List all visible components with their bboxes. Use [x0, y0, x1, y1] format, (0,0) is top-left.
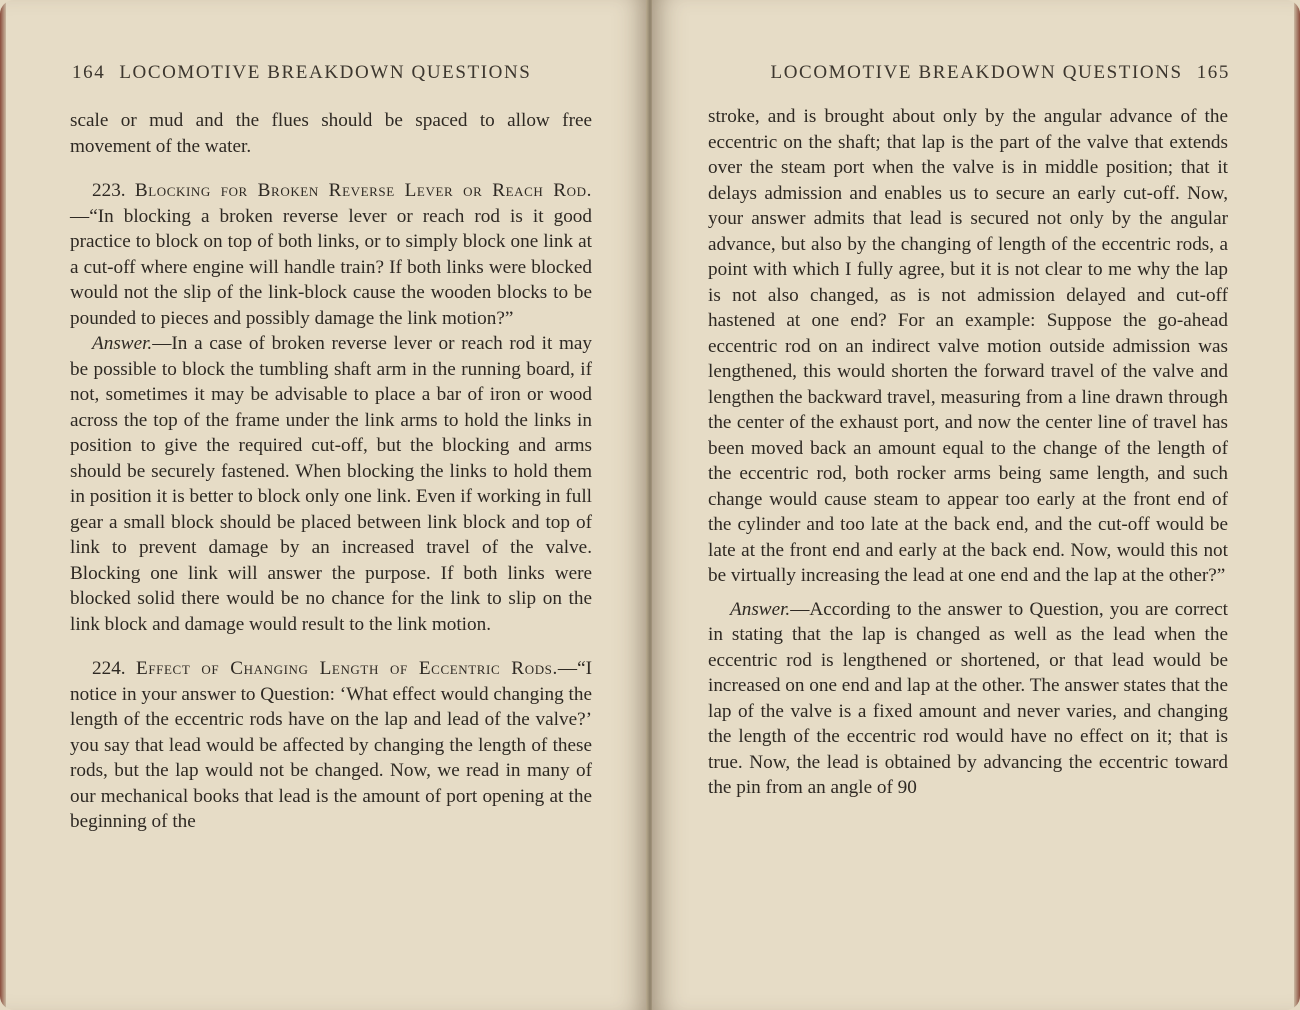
answer-224-paragraph: [708, 597, 1228, 801]
book-cover-edge-left: [0, 0, 6, 1010]
question-223-paragraph: [70, 178, 592, 331]
right-page-number: 165: [1196, 62, 1230, 83]
answer-223-label: Answer.: [92, 333, 153, 354]
question-224-text: —“I notice in your answer to Question: ‘What effect would changing the length of the eccentric rods have on the lap and lead of the valve?’ you say that lead would be affected by changing the length of these rods, but the lap would not be changed. Now, we read in many of our mechanical books that lead is the amount of port opening at the beginning of the: [70, 658, 592, 832]
book-cover-edge-right: [1294, 0, 1300, 1010]
question-223-text: —“In blocking a broken reverse lever or reach rod is it good practice to block on top of both links, or to simply block one link at a cut-off where engine will handle train? If both links were blocked would not the slip of the link-block cause the wooden blocks to be pounded to pieces and possibly damage the link motion?”: [70, 205, 592, 329]
left-running-head: LOCOMOTIVE BREAKDOWN QUESTIONS: [119, 62, 532, 83]
question-224-number: 224.: [92, 658, 126, 679]
question-224-paragraph: [70, 656, 592, 835]
answer-223-paragraph: [70, 331, 592, 637]
left-page-text: [70, 108, 592, 835]
answer-223-text: —In a case of broken reverse lever or reach rod it may be possible to block the tumbling shaft arm in the running board, if not, sometimes it may be advisable to place a bar of iron or wood across the top of the frame under the link arms to hold the links in position to give the required cut-off, but the blocking and arms should be securely fastened. When blocking the links to hold them in position it is better to block only one link. Even if working in full gear a small block should be placed between link block and top of link to prevent damage by an increased travel of the valve. Blocking one link will answer the purpose. If both links were blocked solid there would be no chance for the link to slip on the link block and damage would result to the link motion.: [70, 333, 592, 635]
right-page-text: [708, 104, 1228, 801]
question-224-title: Effect of Changing Length of Eccentric Rods.: [136, 658, 558, 679]
question-223-title: Blocking for Broken Reverse Lever or Reach Rod.: [134, 180, 592, 201]
answer-224-label: Answer.: [730, 598, 791, 620]
right-page: [652, 0, 1300, 1010]
right-continuation-paragraph: stroke, and is brought about only by the angular advance of the eccentric on the shaft; that lap is the part of the valve that extends over the steam port when the valve is in middle position; that it delays admission and enables us to secure an early cut-off. Now, your answer admits that lead is secured not only by the angular advance, but also by the changing of length of the eccentric rods, a point with which I fully agree, but it is not clear to me why the lap is not also changed, as is not admission delayed and cut-off hastened at one end? For an example: Suppose the go-ahead eccentric rod on an indirect valve motion outside admission was lengthened, this would shorten the forward travel of the valve and lengthen the backward travel, measuring from a line drawn through the center of the exhaust port, and now the center line of travel has been moved back an amount equal to the change of the length of the eccentric rod, both rocker arms being same length, and such change would cause steam to appear too early at the front end of the cylinder and too late at the back end, and the cut-off would be late at the front end and early at the back end. Now, would this not be virtually increasing the lead at one end and the lap at the other?”: [708, 106, 1228, 586]
left-continuation-paragraph: scale or mud and the flues should be spaced to allow free movement of the water.: [70, 110, 592, 157]
left-running-header: [72, 62, 531, 84]
right-running-head: LOCOMOTIVE BREAKDOWN QUESTIONS: [770, 62, 1183, 83]
question-223-number: 223.: [92, 180, 126, 201]
right-running-header: [771, 62, 1230, 84]
answer-224-text: —According to the answer to Question, you are correct in stating that the lap is changed as well as the lead when the eccentric rod is lengthened or shortened, or that lead would be increased on one end and lap at the other. The answer states that the lap of the valve is a fixed amount and never varies, and changing the length of the eccentric rod would have no effect on it; that is true. Now, the lead is obtained by advancing the eccentric toward the pin from an angle of 90: [708, 598, 1228, 798]
left-page: [0, 0, 648, 1010]
left-page-number: 164: [72, 62, 106, 83]
